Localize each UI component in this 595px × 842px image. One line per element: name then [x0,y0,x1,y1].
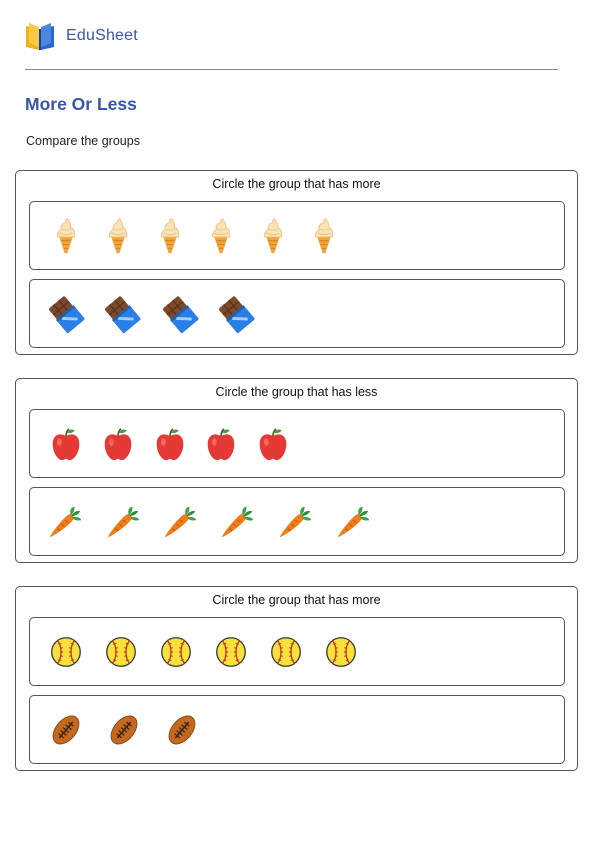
rugby-ball-icon [163,710,201,750]
group-chocolate-bar[interactable] [29,279,565,348]
header-divider [25,69,558,70]
carrot-icon [104,502,142,542]
brand-name: EduSheet [66,27,138,44]
apple-icon [151,424,189,464]
chocolate-bar-icon [161,294,199,334]
softball-icon [157,632,195,672]
group-softball[interactable] [29,617,565,686]
softball-icon [102,632,140,672]
question-card-3 [15,586,578,771]
ice-cream-icon [254,216,292,256]
apple-icon [99,424,137,464]
ice-cream-icon [202,216,240,256]
chocolate-bar-icon [47,294,85,334]
group-rugby-ball[interactable] [29,695,565,764]
carrot-icon [218,502,256,542]
rugby-ball-icon [105,710,143,750]
ice-cream-icon [305,216,343,256]
softball-icon [47,632,85,672]
group-ice-cream[interactable] [29,201,565,270]
carrot-icon [334,502,372,542]
softball-icon [322,632,360,672]
question-card-2 [15,378,578,563]
apple-icon [254,424,292,464]
ice-cream-icon [151,216,189,256]
softball-icon [267,632,305,672]
softball-icon [212,632,250,672]
carrot-icon [46,502,84,542]
ice-cream-icon [47,216,85,256]
question-prompt: Circle the group that has more [212,593,381,607]
apple-icon [202,424,240,464]
question-prompt: Circle the group that has more [212,177,381,191]
carrot-icon [276,502,314,542]
chocolate-bar-icon [103,294,141,334]
group-apple[interactable] [29,409,565,478]
question-card-1 [15,170,578,355]
ice-cream-icon [99,216,137,256]
apple-icon [47,424,85,464]
chocolate-bar-icon [217,294,255,334]
question-prompt: Circle the group that has less [215,385,378,399]
group-carrot[interactable] [29,487,565,556]
page-title: More Or Less [25,94,137,114]
brand-logo [24,20,138,52]
instructions: Compare the groups [26,134,140,148]
carrot-icon [161,502,199,542]
open-book-icon [24,21,56,51]
rugby-ball-icon [47,710,85,750]
